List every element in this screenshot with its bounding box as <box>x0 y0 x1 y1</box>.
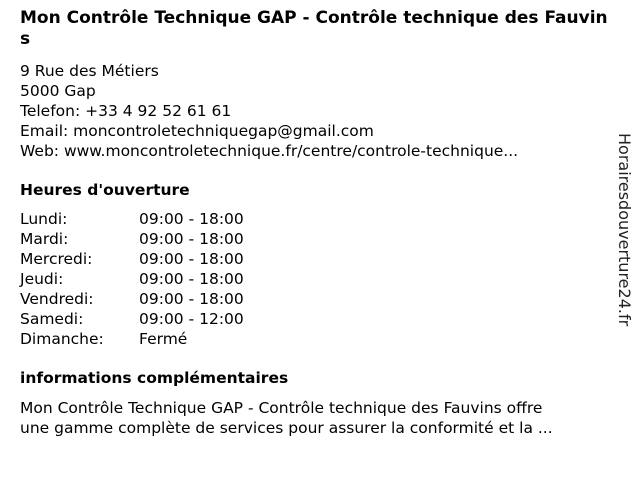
additional-info-heading: informations complémentaires <box>20 369 289 387</box>
hours-row-tuesday <box>20 229 610 249</box>
day-label: Mercredi: <box>20 250 93 268</box>
opening-hours-table <box>20 209 610 349</box>
postal-city: 5000 Gap <box>20 82 96 100</box>
day-hours: 09:00 - 18:00 <box>139 290 244 308</box>
day-label: Jeudi: <box>20 270 64 288</box>
hours-row-friday <box>20 289 610 309</box>
day-hours: 09:00 - 18:00 <box>139 270 244 288</box>
info-line-2: une gamme complète de services pour assurer la conformité et la ... <box>20 419 553 437</box>
business-card <box>20 8 610 438</box>
day-hours: Fermé <box>139 330 188 348</box>
day-hours: 09:00 - 18:00 <box>139 210 244 228</box>
opening-hours-heading: Heures d'ouverture <box>20 181 190 199</box>
day-label: Mardi: <box>20 230 69 248</box>
day-label: Vendredi: <box>20 290 94 308</box>
business-title: Mon Contrôle Technique GAP - Contrôle technique des Fauvins <box>20 8 608 49</box>
hours-row-saturday <box>20 309 610 329</box>
hours-row-monday <box>20 209 610 229</box>
day-label: Lundi: <box>20 210 68 228</box>
contact-block <box>20 61 610 161</box>
phone-line[interactable]: Telefon: +33 4 92 52 61 61 <box>20 102 232 120</box>
site-brand-vertical: Horairesdouverture24.fr <box>615 133 634 327</box>
hours-row-wednesday <box>20 249 610 269</box>
day-label: Dimanche: <box>20 330 104 348</box>
email-line[interactable]: Email: moncontroletechniquegap@gmail.com <box>20 122 374 140</box>
website-line[interactable]: Web: www.moncontroletechnique.fr/centre/controle-technique... <box>20 142 519 160</box>
hours-row-sunday <box>20 329 610 349</box>
day-hours: 09:00 - 18:00 <box>139 250 244 268</box>
street-address: 9 Rue des Métiers <box>20 62 159 80</box>
day-hours: 09:00 - 18:00 <box>139 230 244 248</box>
additional-info-text <box>20 398 610 438</box>
day-label: Samedi: <box>20 310 84 328</box>
hours-row-thursday <box>20 269 610 289</box>
info-line-1: Mon Contrôle Technique GAP - Contrôle technique des Fauvins offre <box>20 399 543 417</box>
day-hours: 09:00 - 12:00 <box>139 310 244 328</box>
